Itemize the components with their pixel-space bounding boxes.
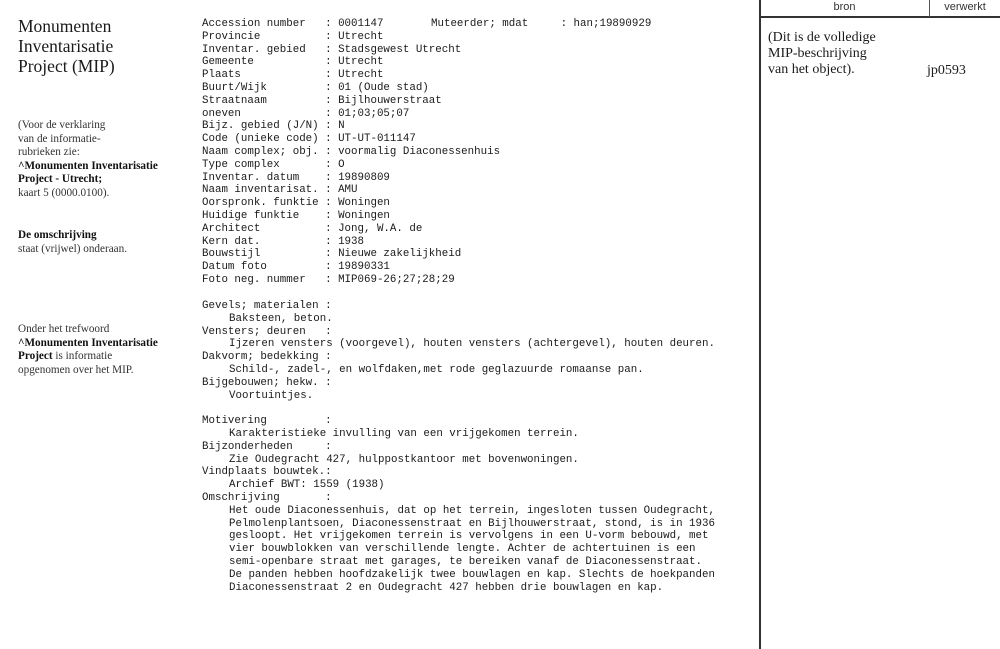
field-value: UT-UT-011147: [338, 133, 416, 146]
field-row: [202, 133, 500, 146]
note-reference: Project - Utrecht;: [18, 173, 103, 186]
column-divider: [759, 0, 761, 649]
section-heading: Bijgebouwen; hekw. :: [202, 376, 332, 389]
field-colon: :: [325, 43, 339, 56]
header-rule: [759, 16, 1000, 18]
section-heading: Omschrijving :: [202, 491, 332, 504]
field-label: Bouwstijl: [202, 248, 261, 261]
field-colon: :: [325, 273, 339, 286]
field-label: Inventar. datum: [202, 171, 300, 184]
note-line: kaart 5 (0000.0100).: [18, 186, 110, 199]
field-label: Foto neg. nummer: [202, 273, 306, 286]
field-value: 0001147: [338, 18, 384, 30]
field-colon: :: [325, 56, 339, 69]
field-colon: :: [325, 158, 339, 171]
bron-text: [768, 30, 876, 78]
field-row: [202, 159, 500, 172]
field-value: 19890331: [338, 261, 390, 274]
field-value: O: [338, 158, 345, 171]
field-row: [202, 172, 500, 185]
field-label: Buurt/Wijk: [202, 81, 267, 94]
field-label: Inventar. gebied: [202, 43, 306, 56]
field-label: Architect: [202, 222, 261, 235]
field-label: Straatnaam: [202, 94, 267, 107]
field-colon: :: [325, 133, 339, 146]
note-explanation: [18, 119, 158, 201]
record-fields: [202, 18, 500, 287]
field-label: Muteerder; mdat: [431, 18, 529, 30]
field-row: [202, 56, 500, 69]
field-label: Datum foto: [202, 261, 267, 274]
field-colon: :: [325, 69, 339, 82]
title-line: Monumenten: [18, 16, 112, 36]
title-line: Project (MIP): [18, 56, 115, 76]
field-value: Jong, W.A. de: [338, 222, 423, 235]
field-colon: :: [325, 81, 339, 94]
field-colon: :: [325, 171, 339, 184]
field-value: Nieuwe zakelijkheid: [338, 248, 462, 261]
field-row: [202, 223, 500, 236]
field-label: Plaats: [202, 69, 241, 82]
field-label: Bijz. gebied (J/N): [202, 120, 319, 133]
note-reference: Project: [18, 350, 53, 363]
note-description: [18, 229, 127, 256]
spacer: [202, 402, 715, 415]
section-text: Voortuintjes.: [229, 389, 314, 402]
field-colon: :: [325, 18, 339, 30]
bron-line: MIP-beschrijving: [768, 46, 867, 61]
field-row: [202, 95, 500, 108]
section-text: Baksteen, beton.: [229, 312, 333, 325]
section-text: Archief BWT: 1559 (1938): [229, 479, 385, 492]
section-text: Het oude Diaconessenhuis, dat op het terrein, ingesloten tussen Oudegracht,: [229, 504, 715, 517]
section-heading: Vensters; deuren :: [202, 325, 332, 338]
field-row: [202, 108, 500, 121]
field-value: 01 (Oude stad): [338, 81, 429, 94]
field-row: [202, 146, 500, 159]
field-row: [202, 236, 500, 249]
note-line: opgenomen over het MIP.: [18, 363, 134, 376]
field-colon: :: [325, 94, 339, 107]
field-value: han;19890929: [573, 18, 652, 30]
field-label: Gemeente: [202, 56, 254, 69]
field-colon: :: [325, 248, 339, 261]
field-row: [202, 261, 500, 274]
field-row: [202, 274, 500, 287]
bron-line: (Dit is de volledige: [768, 30, 876, 45]
column-header-verwerkt: verwerkt: [944, 1, 986, 13]
note-reference: ^Monumenten Inventarisatie: [18, 159, 158, 172]
field-value: AMU: [338, 184, 358, 197]
field-value: 01;03;05;07: [338, 107, 410, 120]
section-text: Schild-, zadel-, en wolfdaken,met rode geglazuurde romaanse pan.: [229, 363, 644, 376]
field-colon: :: [325, 222, 339, 235]
field-value: Bijlhouwerstraat: [338, 94, 442, 107]
title-line: Inventarisatie: [18, 36, 114, 56]
field-value: Woningen: [338, 209, 390, 222]
field-label: oneven: [202, 107, 241, 120]
section-heading: Vindplaats bouwtek.:: [202, 466, 332, 479]
section-heading: Motivering :: [202, 415, 332, 428]
field-colon: :: [325, 184, 339, 197]
field-row: [202, 69, 500, 82]
note-keyword: [18, 323, 158, 377]
section-text: Pelmolenplantsoen, Diaconessenstraat en Bijlhouwerstraat, stond, is in 1936: [229, 517, 715, 530]
field-colon: :: [325, 145, 339, 158]
field-row: [202, 31, 500, 44]
field-colon: :: [325, 107, 339, 120]
field-colon: :: [325, 261, 339, 274]
section-text: Karakteristieke invulling van een vrijgekomen terrein.: [229, 427, 579, 440]
field-value: MIP069-26;27;28;29: [338, 273, 455, 286]
column-header-bron: bron: [833, 1, 856, 13]
field-label: Accession number: [202, 18, 306, 30]
field-label: Huidige funktie: [202, 209, 300, 222]
section-heading: Gevels; materialen :: [202, 300, 332, 312]
section-text: De panden hebben hoofdzakelijk twee bouwlagen en kap. Slechts de hoekpanden: [229, 568, 715, 581]
field-label: Naam inventarisat.: [202, 184, 319, 197]
note-line: (Voor de verklaring: [18, 119, 106, 131]
field-label: Type complex: [202, 158, 280, 171]
field-colon: :: [325, 235, 339, 248]
section-text: Diaconessenstraat 2 en Oudegracht 427 hebben drie bouwlagen en kap.: [229, 581, 664, 594]
section-text: vier bouwblokken van verschillende lengte. Achter de achtertuinen is een: [229, 543, 696, 556]
field-colon: :: [325, 30, 339, 43]
section-text: Ijzeren vensters (voorgevel), houten vensters (achtergevel), houten deuren.: [229, 338, 715, 351]
field-colon: :: [325, 197, 339, 210]
field-label: Naam complex; obj.: [202, 145, 319, 158]
field-value: 19890809: [338, 171, 390, 184]
field-label: Provincie: [202, 30, 261, 43]
note-reference: ^Monumenten Inventarisatie: [18, 336, 158, 349]
field-value: N: [338, 120, 345, 133]
field-value: 1938: [338, 235, 364, 248]
note-line: Onder het trefwoord: [18, 323, 110, 335]
field-value: Stadsgewest Utrecht: [338, 43, 462, 56]
note-line: van de informatie-: [18, 132, 101, 145]
verwerkt-value: jp0593: [927, 63, 966, 78]
note-bold: De omschrijving: [18, 229, 97, 241]
note-line: is informatie: [52, 350, 113, 363]
field-row: [202, 248, 500, 261]
bron-line: van het object).: [768, 62, 855, 77]
section-text: semi-openbare straat met garages, te bereiken vanaf de Diaconessenstraat.: [229, 555, 702, 568]
section-text: Zie Oudegracht 427, hulppostkantoor met bovenwoningen.: [229, 453, 579, 466]
field-label: Code (unieke code): [202, 133, 319, 146]
muteerder-field: Muteerder; mdat : han;19890929: [431, 18, 652, 30]
section-heading: Dakvorm; bedekking :: [202, 351, 332, 364]
field-row: [202, 44, 500, 57]
field-value: Woningen: [338, 197, 390, 210]
field-value: Utrecht: [338, 30, 384, 43]
field-row: [202, 120, 500, 133]
field-label: Oorspronk. funktie: [202, 197, 319, 210]
field-row: [202, 197, 500, 210]
field-value: Utrecht: [338, 69, 384, 82]
field-value: voormalig Diaconessenhuis: [338, 145, 501, 158]
section-text: gesloopt. Het vrijgekomen terrein is vervolgens in een U-vorm bebouwd, met: [229, 530, 709, 543]
field-label: Kern dat.: [202, 235, 261, 248]
field-value: Utrecht: [338, 56, 384, 69]
field-row: [202, 82, 500, 95]
note-line: staat (vrijwel) onderaan.: [18, 242, 128, 255]
document-title: [18, 16, 115, 76]
note-line: rubrieken zie:: [18, 146, 80, 159]
field-row: [202, 184, 500, 197]
record-sections: [202, 300, 715, 594]
field-row: [202, 210, 500, 223]
field-colon: :: [325, 120, 339, 133]
field-colon: :: [325, 209, 339, 222]
section-heading: Bijzonderheden :: [202, 440, 332, 453]
